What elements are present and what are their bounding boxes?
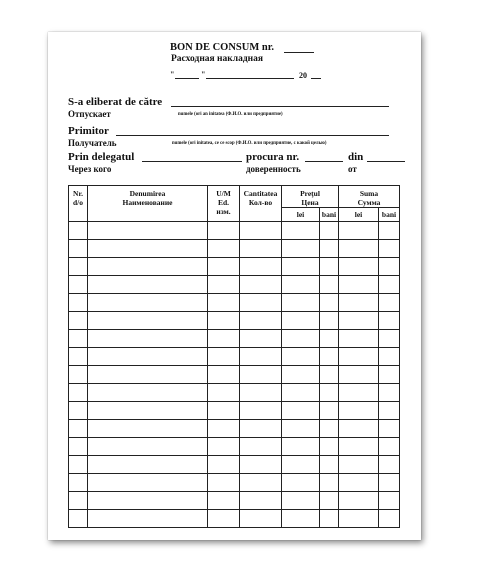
cell-um[interactable] <box>208 222 240 240</box>
cell-price-bani[interactable] <box>320 348 339 366</box>
items-table-body <box>69 222 400 528</box>
table-row <box>69 366 400 384</box>
cell-um[interactable] <box>208 474 240 492</box>
cell-um[interactable] <box>208 438 240 456</box>
cell-sum-lei[interactable] <box>339 222 379 240</box>
cell-name[interactable] <box>88 510 208 528</box>
cell-sum-bani[interactable] <box>379 222 400 240</box>
cell-qty[interactable] <box>240 330 282 348</box>
cell-price-lei[interactable] <box>282 312 320 330</box>
cell-nr[interactable] <box>69 492 88 510</box>
cell-sum-bani[interactable] <box>379 402 400 420</box>
cell-name[interactable] <box>88 258 208 276</box>
cell-price-lei[interactable] <box>282 438 320 456</box>
form-subtitle: Расходная накладная <box>171 54 263 64</box>
cell-nr[interactable] <box>69 510 88 528</box>
cell-name[interactable] <box>88 222 208 240</box>
table-row <box>69 222 400 240</box>
cell-sum-lei[interactable] <box>339 276 379 294</box>
cell-nr[interactable] <box>69 384 88 402</box>
table-row <box>69 420 400 438</box>
price-lei-header: lei <box>282 208 320 222</box>
cell-name[interactable] <box>88 348 208 366</box>
cell-nr[interactable] <box>69 312 88 330</box>
delegate-line <box>142 161 242 162</box>
cell-name[interactable] <box>88 492 208 510</box>
cell-sum-lei[interactable] <box>339 348 379 366</box>
cell-price-lei[interactable] <box>282 258 320 276</box>
cell-price-bani[interactable] <box>320 276 339 294</box>
cell-name[interactable] <box>88 456 208 474</box>
cell-price-bani[interactable] <box>320 384 339 402</box>
cell-nr[interactable] <box>69 402 88 420</box>
cell-sum-lei[interactable] <box>339 492 379 510</box>
date-day-line <box>175 78 199 79</box>
col-sum-header: Suma Сумма <box>339 186 400 208</box>
cell-um[interactable] <box>208 330 240 348</box>
sum-lei-header: lei <box>339 208 379 222</box>
cell-price-bani[interactable] <box>320 420 339 438</box>
form-number-line <box>284 52 314 53</box>
sum-bani-header: bani <box>379 208 400 222</box>
cell-sum-bani[interactable] <box>379 312 400 330</box>
cell-price-bani[interactable] <box>320 366 339 384</box>
consumption-voucher-form <box>48 32 421 540</box>
cell-name[interactable] <box>88 330 208 348</box>
cell-qty[interactable] <box>240 348 282 366</box>
table-row <box>69 312 400 330</box>
cell-sum-bani[interactable] <box>379 366 400 384</box>
form-title: BON DE CONSUM nr. <box>170 42 275 53</box>
cell-um[interactable] <box>208 492 240 510</box>
cell-sum-bani[interactable] <box>379 384 400 402</box>
cell-nr[interactable] <box>69 276 88 294</box>
cell-sum-bani[interactable] <box>379 510 400 528</box>
released-hint: numele (ori an initatea (Ф.И.О. или предприятие) <box>178 112 283 117</box>
cell-qty[interactable] <box>240 402 282 420</box>
cell-qty[interactable] <box>240 240 282 258</box>
table-row <box>69 474 400 492</box>
cell-name[interactable] <box>88 240 208 258</box>
cell-sum-lei[interactable] <box>339 240 379 258</box>
cell-nr[interactable] <box>69 456 88 474</box>
table-row <box>69 456 400 474</box>
cell-sum-lei[interactable] <box>339 258 379 276</box>
cell-price-bani[interactable] <box>320 474 339 492</box>
cell-price-bani[interactable] <box>320 222 339 240</box>
cell-price-bani[interactable] <box>320 492 339 510</box>
recipient-label-ru: Получатель <box>68 138 117 148</box>
cell-nr[interactable] <box>69 348 88 366</box>
cell-sum-bani[interactable] <box>379 420 400 438</box>
cell-price-bani[interactable] <box>320 312 339 330</box>
cell-price-lei[interactable] <box>282 348 320 366</box>
cell-um[interactable] <box>208 348 240 366</box>
cell-price-bani[interactable] <box>320 240 339 258</box>
cell-qty[interactable] <box>240 312 282 330</box>
table-row <box>69 276 400 294</box>
cell-um[interactable] <box>208 294 240 312</box>
col-nr-header: Nr. d/o <box>69 186 88 222</box>
table-row <box>69 240 400 258</box>
cell-nr[interactable] <box>69 330 88 348</box>
cell-price-lei[interactable] <box>282 222 320 240</box>
cell-sum-bani[interactable] <box>379 330 400 348</box>
cell-um[interactable] <box>208 456 240 474</box>
cell-name[interactable] <box>88 420 208 438</box>
table-row <box>69 402 400 420</box>
table-row <box>69 492 400 510</box>
cell-name[interactable] <box>88 438 208 456</box>
col-um-header: U/M Ed. изм. <box>208 186 240 222</box>
delegate-label-ro: Prin delegatul <box>68 151 135 163</box>
cell-sum-lei[interactable] <box>339 420 379 438</box>
table-row <box>69 330 400 348</box>
cell-qty[interactable] <box>240 384 282 402</box>
cell-sum-lei[interactable] <box>339 294 379 312</box>
proxy-label-ru: доверенность <box>246 164 301 174</box>
cell-price-lei[interactable] <box>282 420 320 438</box>
from-label-ro: din <box>348 151 364 163</box>
from-label-ru: от <box>348 164 357 174</box>
date-year-line <box>311 78 321 79</box>
cell-sum-lei[interactable] <box>339 402 379 420</box>
delegate-label-ru: Через кого <box>68 164 112 174</box>
cell-sum-bani[interactable] <box>379 456 400 474</box>
cell-sum-bani[interactable] <box>379 492 400 510</box>
recipient-label-ro: Primitor <box>68 125 109 137</box>
cell-sum-bani[interactable] <box>379 240 400 258</box>
proxy-number-line <box>305 161 343 162</box>
cell-sum-bani[interactable] <box>379 276 400 294</box>
cell-um[interactable] <box>208 510 240 528</box>
cell-sum-lei[interactable] <box>339 510 379 528</box>
cell-name[interactable] <box>88 294 208 312</box>
table-row <box>69 258 400 276</box>
col-name-header: Denumirea Наименование <box>88 186 208 222</box>
cell-price-lei[interactable] <box>282 330 320 348</box>
cell-sum-bani[interactable] <box>379 258 400 276</box>
released-label-ro: S-a eliberat de către <box>68 96 163 108</box>
cell-price-lei[interactable] <box>282 294 320 312</box>
table-row <box>69 438 400 456</box>
cell-qty[interactable] <box>240 276 282 294</box>
table-row <box>69 348 400 366</box>
date-month-line <box>206 78 294 79</box>
cell-price-bani[interactable] <box>320 510 339 528</box>
released-label-ru: Отпускает <box>68 109 111 119</box>
cell-qty[interactable] <box>240 456 282 474</box>
cell-sum-bani[interactable] <box>379 348 400 366</box>
cell-um[interactable] <box>208 240 240 258</box>
cell-sum-bani[interactable] <box>379 438 400 456</box>
cell-name[interactable] <box>88 276 208 294</box>
cell-sum-bani[interactable] <box>379 474 400 492</box>
cell-nr[interactable] <box>69 438 88 456</box>
cell-name[interactable] <box>88 312 208 330</box>
cell-um[interactable] <box>208 420 240 438</box>
cell-price-bani[interactable] <box>320 330 339 348</box>
cell-price-lei[interactable] <box>282 276 320 294</box>
table-row <box>69 294 400 312</box>
proxy-label-ro: procura nr. <box>246 151 300 163</box>
col-qty-header: Cantitatea Кол-во <box>240 186 282 222</box>
items-table <box>68 185 400 528</box>
cell-nr[interactable] <box>69 258 88 276</box>
cell-price-lei[interactable] <box>282 510 320 528</box>
col-price-header: Preţul Цена <box>282 186 339 208</box>
cell-price-bani[interactable] <box>320 402 339 420</box>
cell-qty[interactable] <box>240 492 282 510</box>
cell-qty[interactable] <box>240 438 282 456</box>
cell-name[interactable] <box>88 474 208 492</box>
cell-price-bani[interactable] <box>320 438 339 456</box>
cell-price-lei[interactable] <box>282 402 320 420</box>
cell-sum-bani[interactable] <box>379 294 400 312</box>
cell-price-lei[interactable] <box>282 366 320 384</box>
cell-nr[interactable] <box>69 366 88 384</box>
cell-price-lei[interactable] <box>282 474 320 492</box>
cell-sum-lei[interactable] <box>339 384 379 402</box>
cell-sum-lei[interactable] <box>339 330 379 348</box>
cell-price-bani[interactable] <box>320 456 339 474</box>
cell-sum-lei[interactable] <box>339 366 379 384</box>
cell-um[interactable] <box>208 258 240 276</box>
cell-price-lei[interactable] <box>282 456 320 474</box>
cell-qty[interactable] <box>240 510 282 528</box>
cell-qty[interactable] <box>240 420 282 438</box>
cell-sum-lei[interactable] <box>339 456 379 474</box>
cell-nr[interactable] <box>69 420 88 438</box>
cell-um[interactable] <box>208 384 240 402</box>
released-line <box>171 106 389 107</box>
cell-qty[interactable] <box>240 294 282 312</box>
cell-qty[interactable] <box>240 474 282 492</box>
cell-sum-lei[interactable] <box>339 438 379 456</box>
cell-um[interactable] <box>208 402 240 420</box>
cell-sum-lei[interactable] <box>339 474 379 492</box>
cell-nr[interactable] <box>69 474 88 492</box>
cell-nr[interactable] <box>69 222 88 240</box>
date-year: 20 <box>299 71 307 80</box>
recipient-hint: numele (ori initatea, ce ce scop (Ф.И.О. или предприятие, с какой целью) <box>172 141 327 146</box>
date-close-quote: " <box>201 70 206 79</box>
cell-name[interactable] <box>88 402 208 420</box>
cell-price-lei[interactable] <box>282 240 320 258</box>
date-open-quote: " <box>170 70 175 79</box>
cell-qty[interactable] <box>240 222 282 240</box>
price-bani-header: bani <box>320 208 339 222</box>
table-row <box>69 510 400 528</box>
cell-name[interactable] <box>88 384 208 402</box>
cell-price-bani[interactable] <box>320 258 339 276</box>
cell-price-lei[interactable] <box>282 384 320 402</box>
cell-nr[interactable] <box>69 240 88 258</box>
cell-qty[interactable] <box>240 366 282 384</box>
cell-um[interactable] <box>208 276 240 294</box>
recipient-line <box>116 135 389 136</box>
cell-price-lei[interactable] <box>282 492 320 510</box>
cell-um[interactable] <box>208 312 240 330</box>
from-date-line <box>367 161 405 162</box>
cell-qty[interactable] <box>240 258 282 276</box>
cell-name[interactable] <box>88 366 208 384</box>
cell-sum-lei[interactable] <box>339 312 379 330</box>
cell-nr[interactable] <box>69 294 88 312</box>
cell-price-bani[interactable] <box>320 294 339 312</box>
table-row <box>69 384 400 402</box>
cell-um[interactable] <box>208 366 240 384</box>
